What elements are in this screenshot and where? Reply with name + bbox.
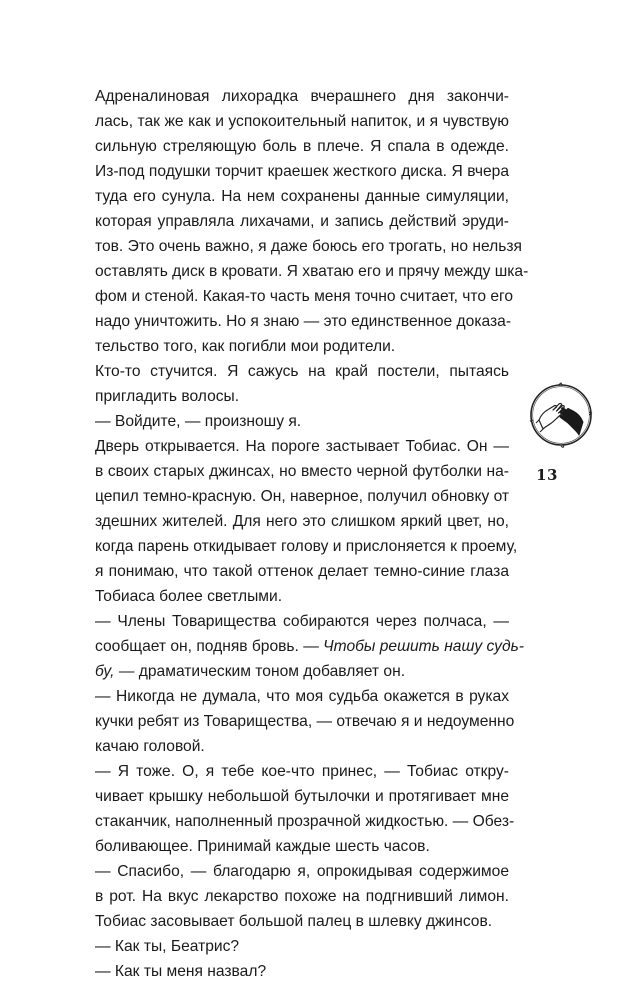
- text-line: в своих старых джинсах, но вместо черной футболки на-: [95, 463, 509, 480]
- text-line: я понимаю, что такой оттенок делает темно-синие глаза: [95, 563, 509, 580]
- text-line: — Как ты, Беатрис?: [95, 938, 240, 955]
- text-line: Кто-то стучится. Я сажусь на край постели, пытаясь: [95, 363, 509, 380]
- text-line: Тобиаса более светлыми.: [95, 588, 283, 605]
- text-line: стаканчик, наполненный прозрачной жидкостью. — Обез-: [95, 813, 515, 830]
- text-line: Тобиас засовывает большой палец в шлевку джинсов.: [95, 913, 493, 930]
- text-line: — Никогда не думала, что моя судьба окажется в руках: [95, 688, 509, 705]
- text-line: — Как ты меня назвал?: [95, 963, 267, 980]
- text-line: качаю головой.: [95, 738, 205, 755]
- text-line: кучки ребят из Товарищества, — отвечаю я и недоуменно: [95, 713, 515, 730]
- text-line: которая управляла лихачами, и запись действий эруди-: [95, 213, 509, 230]
- text-line: — Я тоже. О, я тебе кое-что принес, — Тобиас откру-: [95, 763, 509, 780]
- text-line: тов. Это очень важно, я даже боюсь его трогать, но нельзя: [95, 238, 522, 255]
- text-span: драматическим тоном добавляет он.: [134, 663, 406, 680]
- text-line: сильную стреляющую боль в плече. Я спала в одежде.: [95, 138, 509, 155]
- text-line: фом и стеной. Какая-то часть меня точно считает, что его: [95, 288, 514, 305]
- text-line: надо уничтожить. Но я знаю — это единственное доказа-: [95, 313, 512, 330]
- text-span-italic: Чтобы решить нашу судь-: [323, 638, 524, 655]
- text-span-italic: бу, —: [95, 663, 135, 680]
- page-number: 13: [536, 466, 558, 484]
- text-line: лась, так же как и успокоительный напиток, и я чувствую: [95, 113, 509, 130]
- text-line-mixed: [95, 634, 524, 659]
- text-line: здешних жителей. Для него это слишком яркий цвет, но,: [95, 513, 509, 530]
- text-line: Дверь открывается. На пороге застывает Тобиас. Он —: [95, 438, 509, 455]
- text-line: Из-под подушки торчит краешек жесткого диска. Я вчера: [95, 163, 509, 180]
- text-line: чивает крышку небольшой бутылочки и протягивает мне: [95, 788, 509, 805]
- text-line: — Спасибо, — благодарю я, опрокидывая содержимое: [95, 863, 509, 880]
- faction-hands-icon: [528, 382, 594, 448]
- body-text: [95, 84, 529, 984]
- text-line: оставлять диск в кровати. Я хватаю его и прячу между шка-: [95, 263, 529, 280]
- text-line: боливающее. Принимай каждые шесть часов.: [95, 838, 430, 855]
- text-line: Адреналиновая лихорадка вчерашнего дня закончи-: [95, 88, 509, 105]
- text-line: тельство того, как погибли мои родители.: [95, 338, 396, 355]
- text-line-mixed: [95, 659, 509, 684]
- text-line: — Члены Товарищества собираются через полчаса, —: [95, 613, 509, 630]
- text-line: цепил темно-красную. Он, наверное, получил обновку от: [95, 488, 510, 505]
- text-line: в рот. На вкус лекарство похоже на подгнивший лимон.: [95, 888, 509, 905]
- text-line: когда парень откидывает голову и прислоняется к проему,: [95, 538, 518, 555]
- text-span: сообщает он, подняв бровь. —: [95, 638, 324, 655]
- text-line: туда его сунула. На нем сохранены данные симуляции,: [95, 188, 509, 205]
- text-line: пригладить волосы.: [95, 388, 240, 405]
- text-line: — Войдите, — произношу я.: [95, 413, 302, 430]
